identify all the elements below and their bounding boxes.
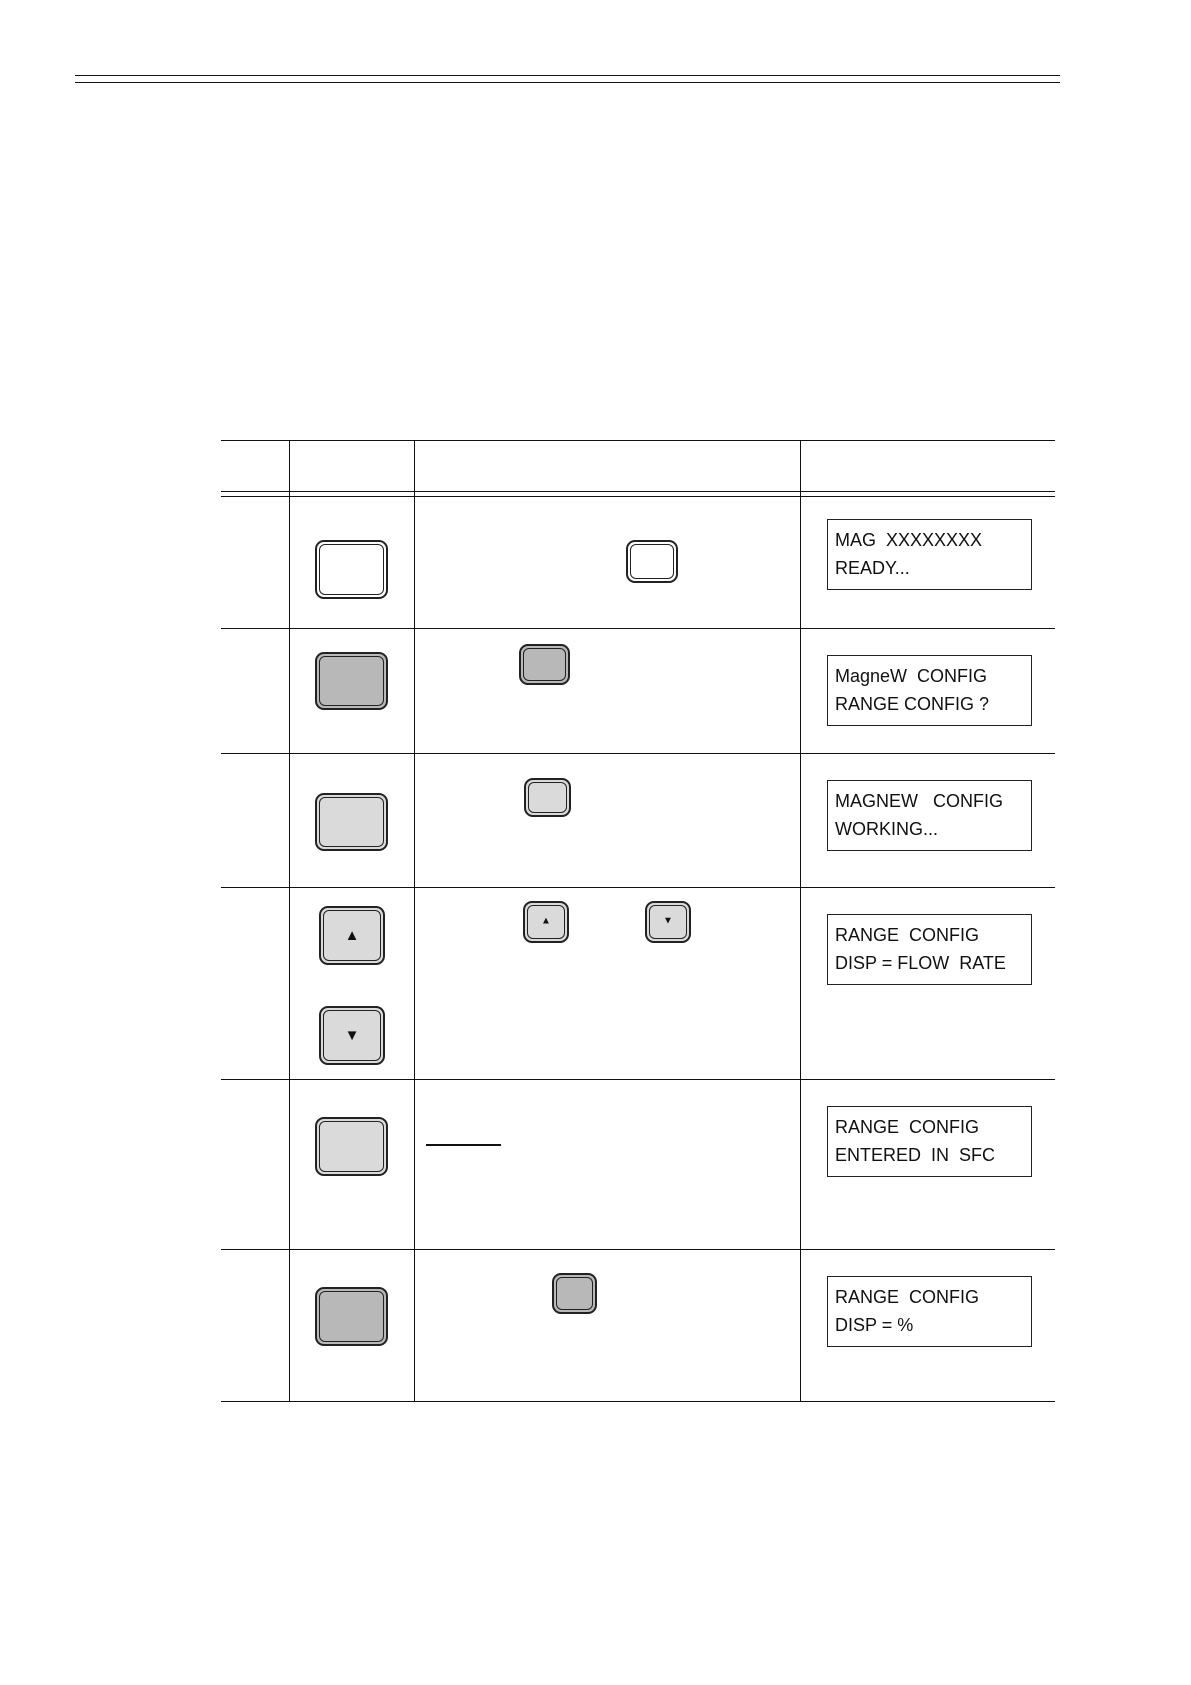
lcd-line-2: RANGE CONFIG ? [835, 694, 990, 714]
inline-up-arrow-key-icon [523, 901, 569, 943]
inline-key-icon [524, 778, 571, 817]
column-divider [800, 440, 801, 1402]
up-arrow-key-icon [319, 906, 385, 965]
table-header-divider [221, 491, 1055, 492]
table-bottom-border [221, 1401, 1055, 1402]
header-rule-bottom [75, 82, 1060, 83]
lcd-line-1: RANGE CONFIG [835, 1117, 980, 1137]
lcd-line-2: DISP = % [835, 1315, 914, 1335]
down-arrow-icon: ▼ [663, 915, 673, 927]
lcd-line-1: RANGE CONFIG [835, 1287, 980, 1307]
inline-key-icon [626, 540, 678, 583]
row-divider [221, 1079, 1055, 1080]
down-arrow-icon: ▼ [344, 1026, 360, 1044]
lcd-line-1: MAGNEW CONFIG [835, 791, 1003, 811]
lcd-line-2: WORKING... [835, 819, 938, 839]
keypad-key-icon [315, 540, 388, 599]
up-arrow-icon: ▲ [344, 926, 360, 944]
table-header-divider [221, 496, 1055, 497]
lcd-display [827, 1276, 1032, 1347]
inline-down-arrow-key-icon [645, 901, 691, 943]
keypad-key-icon [315, 1287, 388, 1346]
keypad-key-icon [315, 793, 388, 851]
inline-key-icon [519, 644, 570, 685]
lcd-display [827, 519, 1032, 590]
lcd-line-1: MAG XXXXXXXX [835, 530, 983, 550]
row-divider [221, 628, 1055, 629]
row-divider [221, 1249, 1055, 1250]
down-arrow-key-icon [319, 1006, 385, 1065]
lcd-display [827, 655, 1032, 726]
column-divider [289, 440, 290, 1402]
keypad-key-icon [315, 652, 388, 710]
keypad-key-icon [315, 1117, 388, 1176]
lcd-line-2: DISP = FLOW RATE [835, 953, 1006, 973]
lcd-line-1: MagneW CONFIG [835, 666, 988, 686]
lcd-line-2: READY... [835, 558, 910, 578]
lcd-display [827, 1106, 1032, 1177]
lcd-display [827, 914, 1032, 985]
header-rule-top [75, 75, 1060, 76]
row-divider [221, 887, 1055, 888]
inline-key-icon [552, 1273, 597, 1314]
table-top-border [221, 440, 1055, 441]
lcd-display [827, 780, 1032, 851]
up-arrow-icon: ▲ [541, 915, 551, 927]
lcd-line-2: ENTERED IN SFC [835, 1145, 996, 1165]
column-divider [414, 440, 415, 1402]
underlined-text-mark [426, 1144, 501, 1146]
row-divider [221, 753, 1055, 754]
lcd-line-1: RANGE CONFIG [835, 925, 980, 945]
